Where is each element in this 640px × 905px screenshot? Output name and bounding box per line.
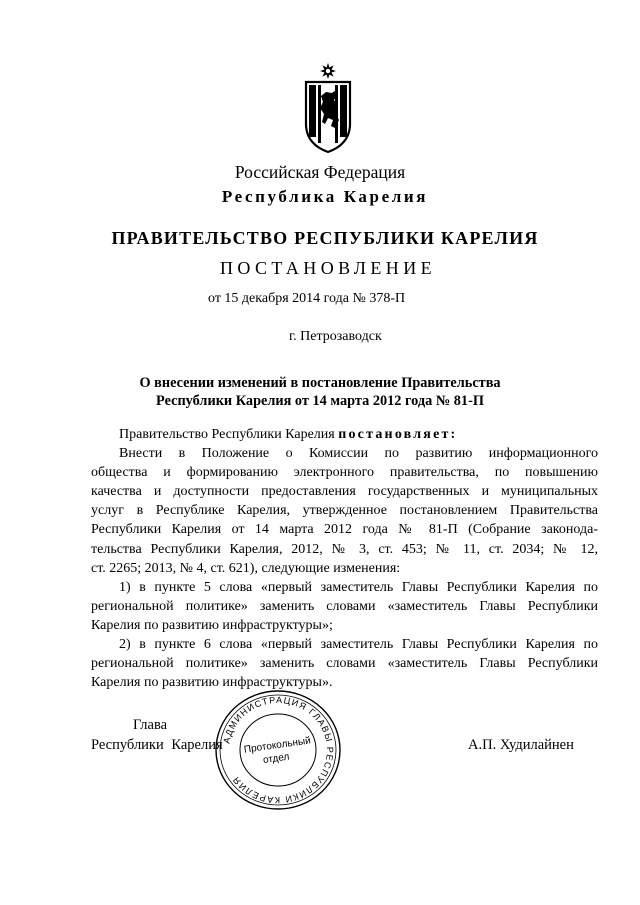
body-line: тельства Республики Карелия, 2012, № 3, ст. 453; № 11, ст. 2034; № 12, [91, 541, 598, 557]
document-body [91, 425, 598, 692]
body-line: 2) в пункте 6 слова «первый заместитель Главы Республики Карелия по [119, 637, 598, 653]
body-line: ст. 2265; 2013, № 4, ст. 621), следующие изменения: [91, 560, 401, 576]
coat-of-arms-emblem [302, 62, 354, 154]
signatory-name: А.П. Худилайнен [468, 737, 574, 753]
government-title: ПРАВИТЕЛЬСТВО РЕСПУБЛИКИ КАРЕЛИЯ [111, 228, 539, 248]
document-city: г. Петрозаводск [289, 329, 382, 344]
republic-name: Республика Карелия [221, 187, 429, 206]
body-line: Внести в Положение о Комиссии по развитию информационного [119, 446, 598, 462]
body-line: общества и формированию электронного правительства, по повышению [91, 465, 598, 481]
body-line: качества и доступности предоставления государственных и муниципальных [91, 484, 598, 500]
body-line: 1) в пункте 5 слова «первый заместитель Главы Республики Карелия по [119, 579, 598, 595]
document-subject [0, 375, 640, 410]
document-date-number: от 15 декабря 2014 года № 378-П [208, 291, 406, 306]
body-line: региональной политике» заменить словами «заместитель Главы Республики [91, 598, 598, 614]
signature-title: Глава [133, 717, 168, 733]
official-stamp [213, 688, 343, 812]
subject-line-2: Республики Карелия от 14 марта 2012 года № 81-П [156, 392, 484, 409]
stamp-ring-text: АДМИНИСТРАЦИЯ ГЛАВЫ РЕСПУБЛИКИ КАРЕЛИЯ [221, 694, 336, 806]
body-line: Карелия по развитию инфраструктуры»; [91, 617, 333, 633]
decrees-word: постановляет: [338, 427, 458, 442]
body-line: услуг в Республике Карелия, утвержденное постановлением Правительства [91, 503, 598, 519]
body-line: региональной политике» заменить словами «заместитель Главы Республики [91, 656, 598, 672]
subject-line-1: О внесении изменений в постановление Правительства [139, 375, 501, 391]
country-name: Российская Федерация [234, 162, 406, 182]
body-paragraph-intro [91, 425, 598, 444]
body-line: Карелия по развитию инфраструктуры». [91, 675, 333, 691]
stamp-inner-line-2: отдел [262, 751, 291, 767]
body-line: Республики Карелия от 14 марта 2012 года № 81-П (Собрание законода- [91, 522, 598, 538]
intro-text: Правительство Республики Карелия [119, 427, 339, 442]
document-type: ПОСТАНОВЛЕНИЕ [219, 258, 437, 278]
signature-region: Республики Карелия [91, 737, 223, 753]
stamp-inner-line-1: Протокольный [243, 735, 312, 756]
